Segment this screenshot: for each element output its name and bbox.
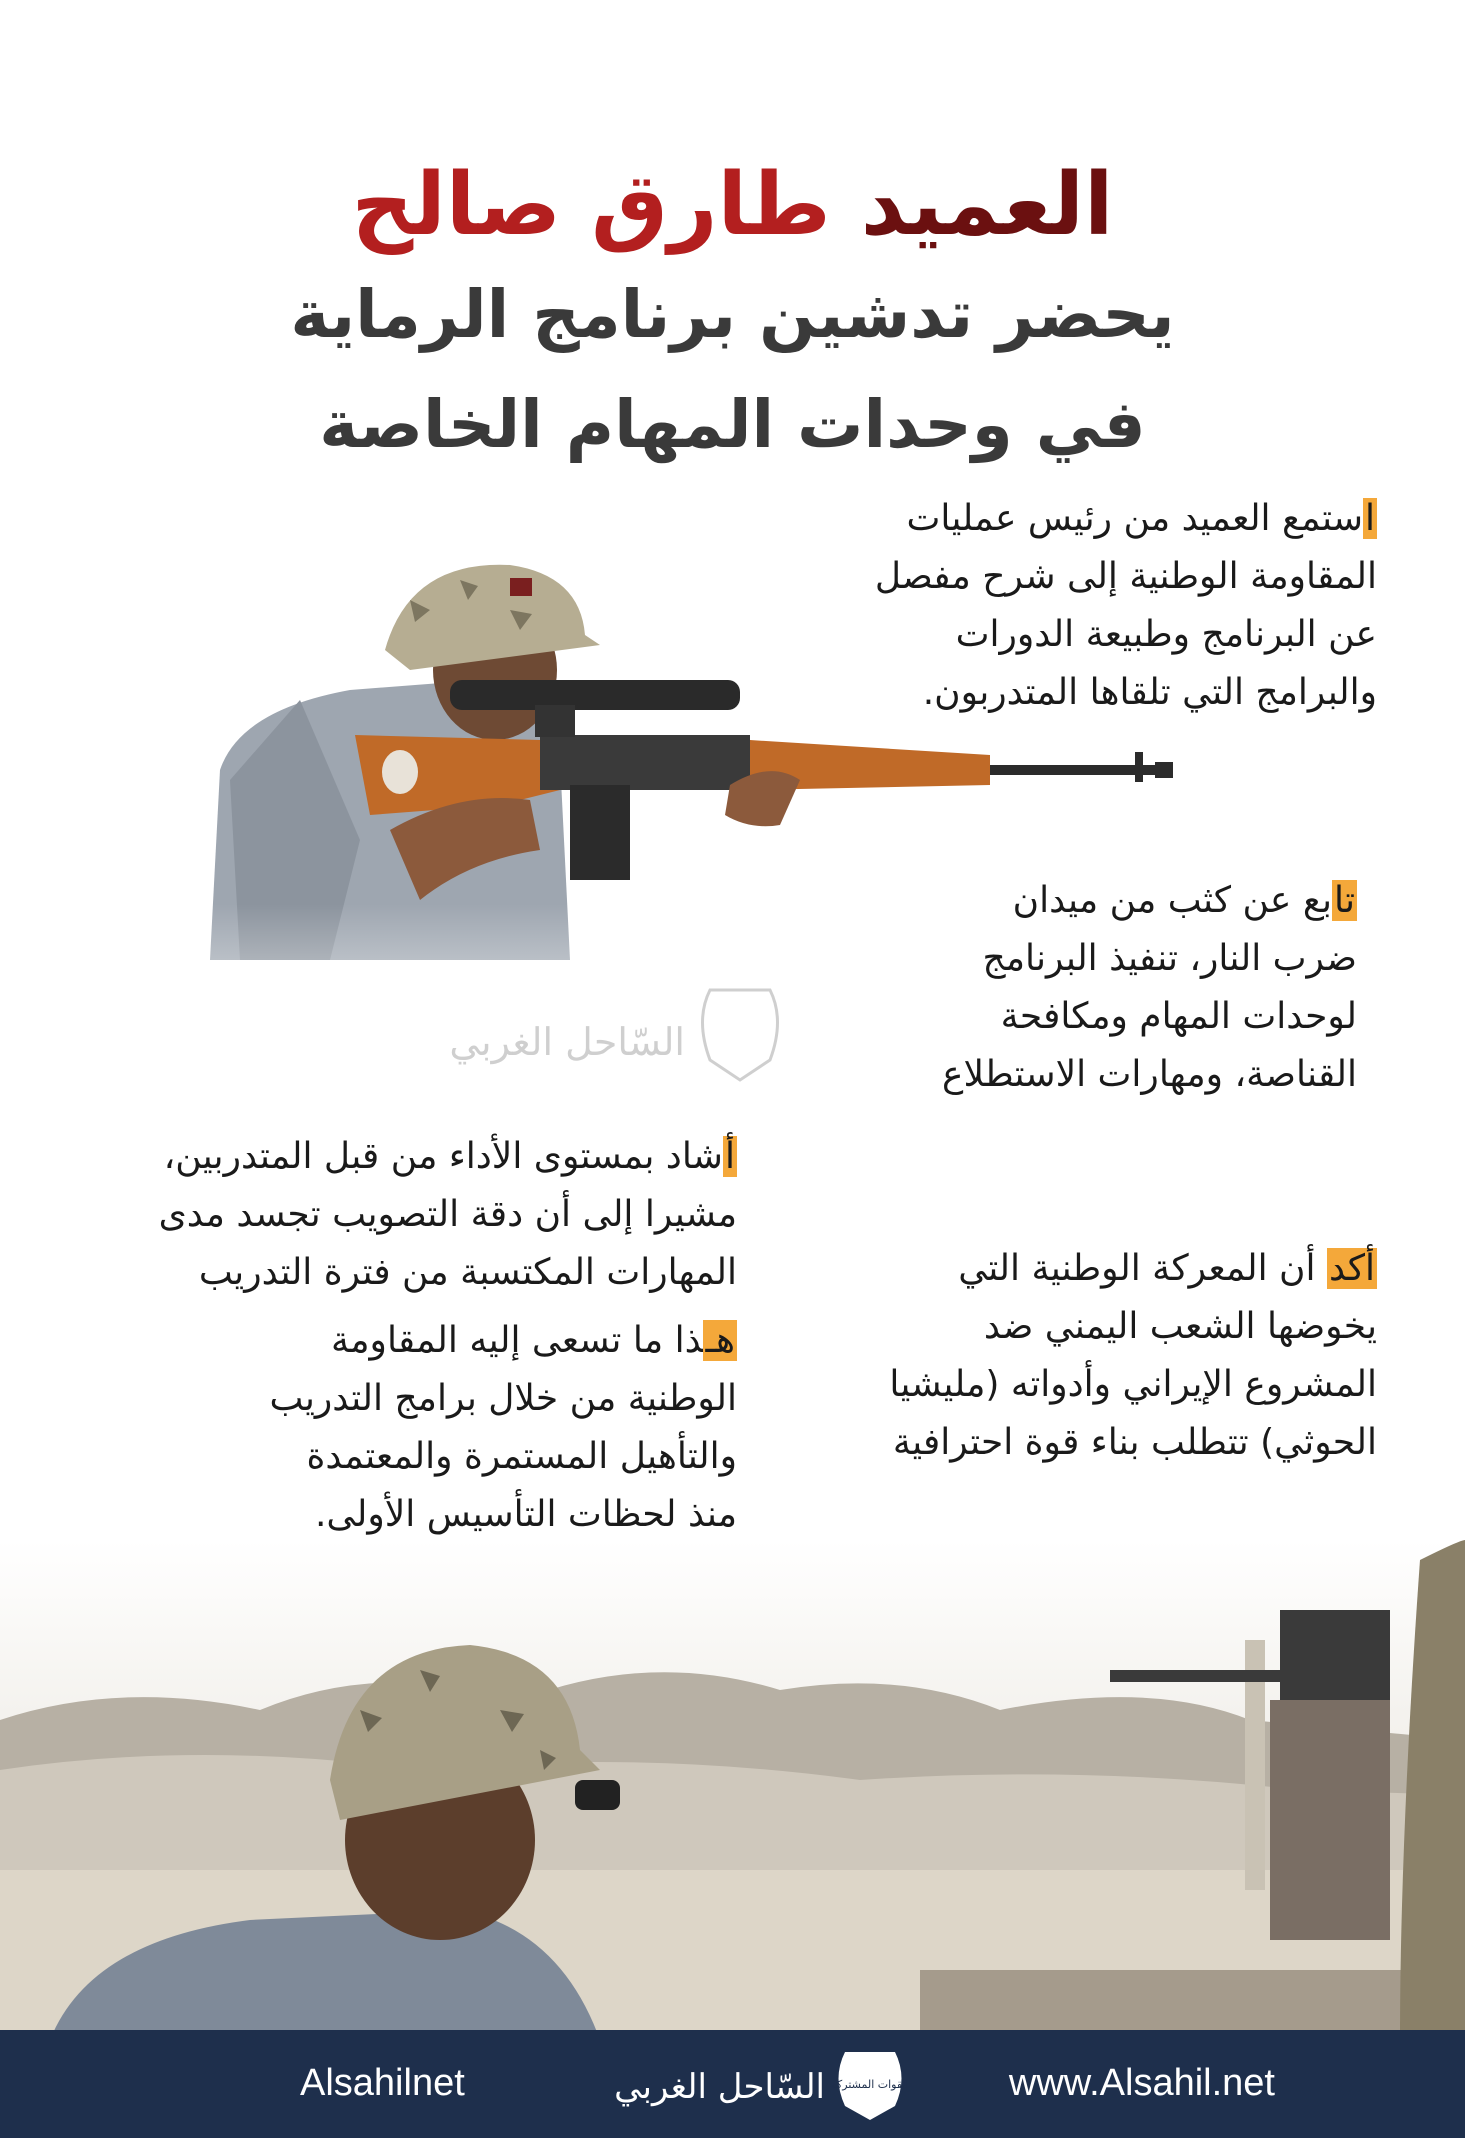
paragraph-affirmed bbox=[889, 1240, 1377, 1472]
paragraph-line: المشروع الإيراني وأدواته (مليشيا bbox=[889, 1364, 1377, 1405]
footer-handle[interactable]: Alsahilnet bbox=[300, 2062, 465, 2104]
paragraph-line: منذ لحظات التأسيس الأولى. bbox=[314, 1494, 737, 1535]
paragraph-highlight: هـ bbox=[705, 1320, 735, 1361]
watermark-brand: السّاحل الغربي bbox=[449, 1020, 685, 1064]
emblem-text: القوات المشتركة bbox=[831, 2078, 909, 2091]
paragraph-line: الحوثي) تتطلب بناء قوة احترافية bbox=[892, 1422, 1377, 1463]
paragraph-line-text: بع عن كثب من ميدان bbox=[1012, 880, 1332, 921]
paragraph-praised bbox=[159, 1128, 737, 1302]
watermark bbox=[440, 980, 820, 1090]
footer-bar bbox=[0, 2030, 1465, 2138]
paragraph-line: المقاومة الوطنية إلى شرح مفصل bbox=[874, 556, 1377, 597]
footer-brand bbox=[614, 2044, 920, 2124]
paragraph-line bbox=[875, 490, 1377, 548]
paragraph-line: ضرب النار، تنفيذ البرنامج bbox=[982, 938, 1357, 979]
paragraph-line: مشيرا إلى أن دقة التصويب تجسد مدى bbox=[158, 1194, 737, 1235]
paragraph-line bbox=[889, 1240, 1377, 1298]
headline-name bbox=[0, 150, 1465, 260]
paragraph-line: والبرامج التي تلقاها المتدربون. bbox=[922, 672, 1377, 713]
headline-rank: العميد bbox=[860, 155, 1114, 255]
paragraph-line: القناصة، ومهارات الاستطلاع bbox=[942, 1054, 1357, 1095]
paragraph-followed bbox=[942, 872, 1357, 1104]
paragraph-highlight: ا bbox=[1364, 498, 1375, 539]
paragraph-line bbox=[159, 1128, 737, 1186]
paragraph-line-text: شاد بمستوى الأداء من قبل المتدربين، bbox=[163, 1136, 723, 1177]
paragraph-line: يخوضها الشعب اليمني ضد bbox=[983, 1306, 1377, 1347]
paragraph-line: المهارات المكتسبة من فترة التدريب bbox=[198, 1252, 737, 1293]
headline-person: طارق صالح bbox=[351, 155, 831, 255]
range-scene-photo bbox=[0, 1540, 1465, 2040]
paragraph-line bbox=[270, 1312, 738, 1370]
paragraph-line-text: ستمع العميد من رئيس عمليات bbox=[906, 498, 1363, 539]
paragraph-line: عن البرنامج وطبيعة الدورات bbox=[955, 614, 1377, 655]
paragraph-line-text: أن المعركة الوطنية التي bbox=[958, 1248, 1327, 1289]
paragraph-aim bbox=[270, 1312, 738, 1544]
subtitle-line-1: يحضر تدشين برنامج الرماية bbox=[290, 276, 1175, 353]
paragraph-highlight: أكد bbox=[1328, 1248, 1375, 1289]
paragraph-highlight: أ bbox=[724, 1136, 735, 1177]
watermark-emblem-icon bbox=[703, 990, 778, 1080]
paragraph-line-text: ذا ما تسعى إليه المقاومة bbox=[330, 1320, 704, 1361]
subtitle-line-2: في وحدات المهام الخاصة bbox=[319, 386, 1146, 463]
paragraph-line: الوطنية من خلال برامج التدريب bbox=[269, 1378, 737, 1419]
paragraph-line bbox=[942, 872, 1357, 930]
paragraph-listened bbox=[875, 490, 1377, 722]
footer-website-link[interactable]: www.Alsahil.net bbox=[1008, 2062, 1275, 2104]
paragraph-highlight: تا bbox=[1334, 880, 1355, 921]
paragraph-line: والتأهيل المستمرة والمعتمدة bbox=[306, 1436, 737, 1477]
headline bbox=[0, 150, 1465, 480]
footer-brand-name: السّاحل الغربي bbox=[614, 2067, 825, 2107]
paragraph-line: لوحدات المهام ومكافحة bbox=[1000, 996, 1357, 1037]
